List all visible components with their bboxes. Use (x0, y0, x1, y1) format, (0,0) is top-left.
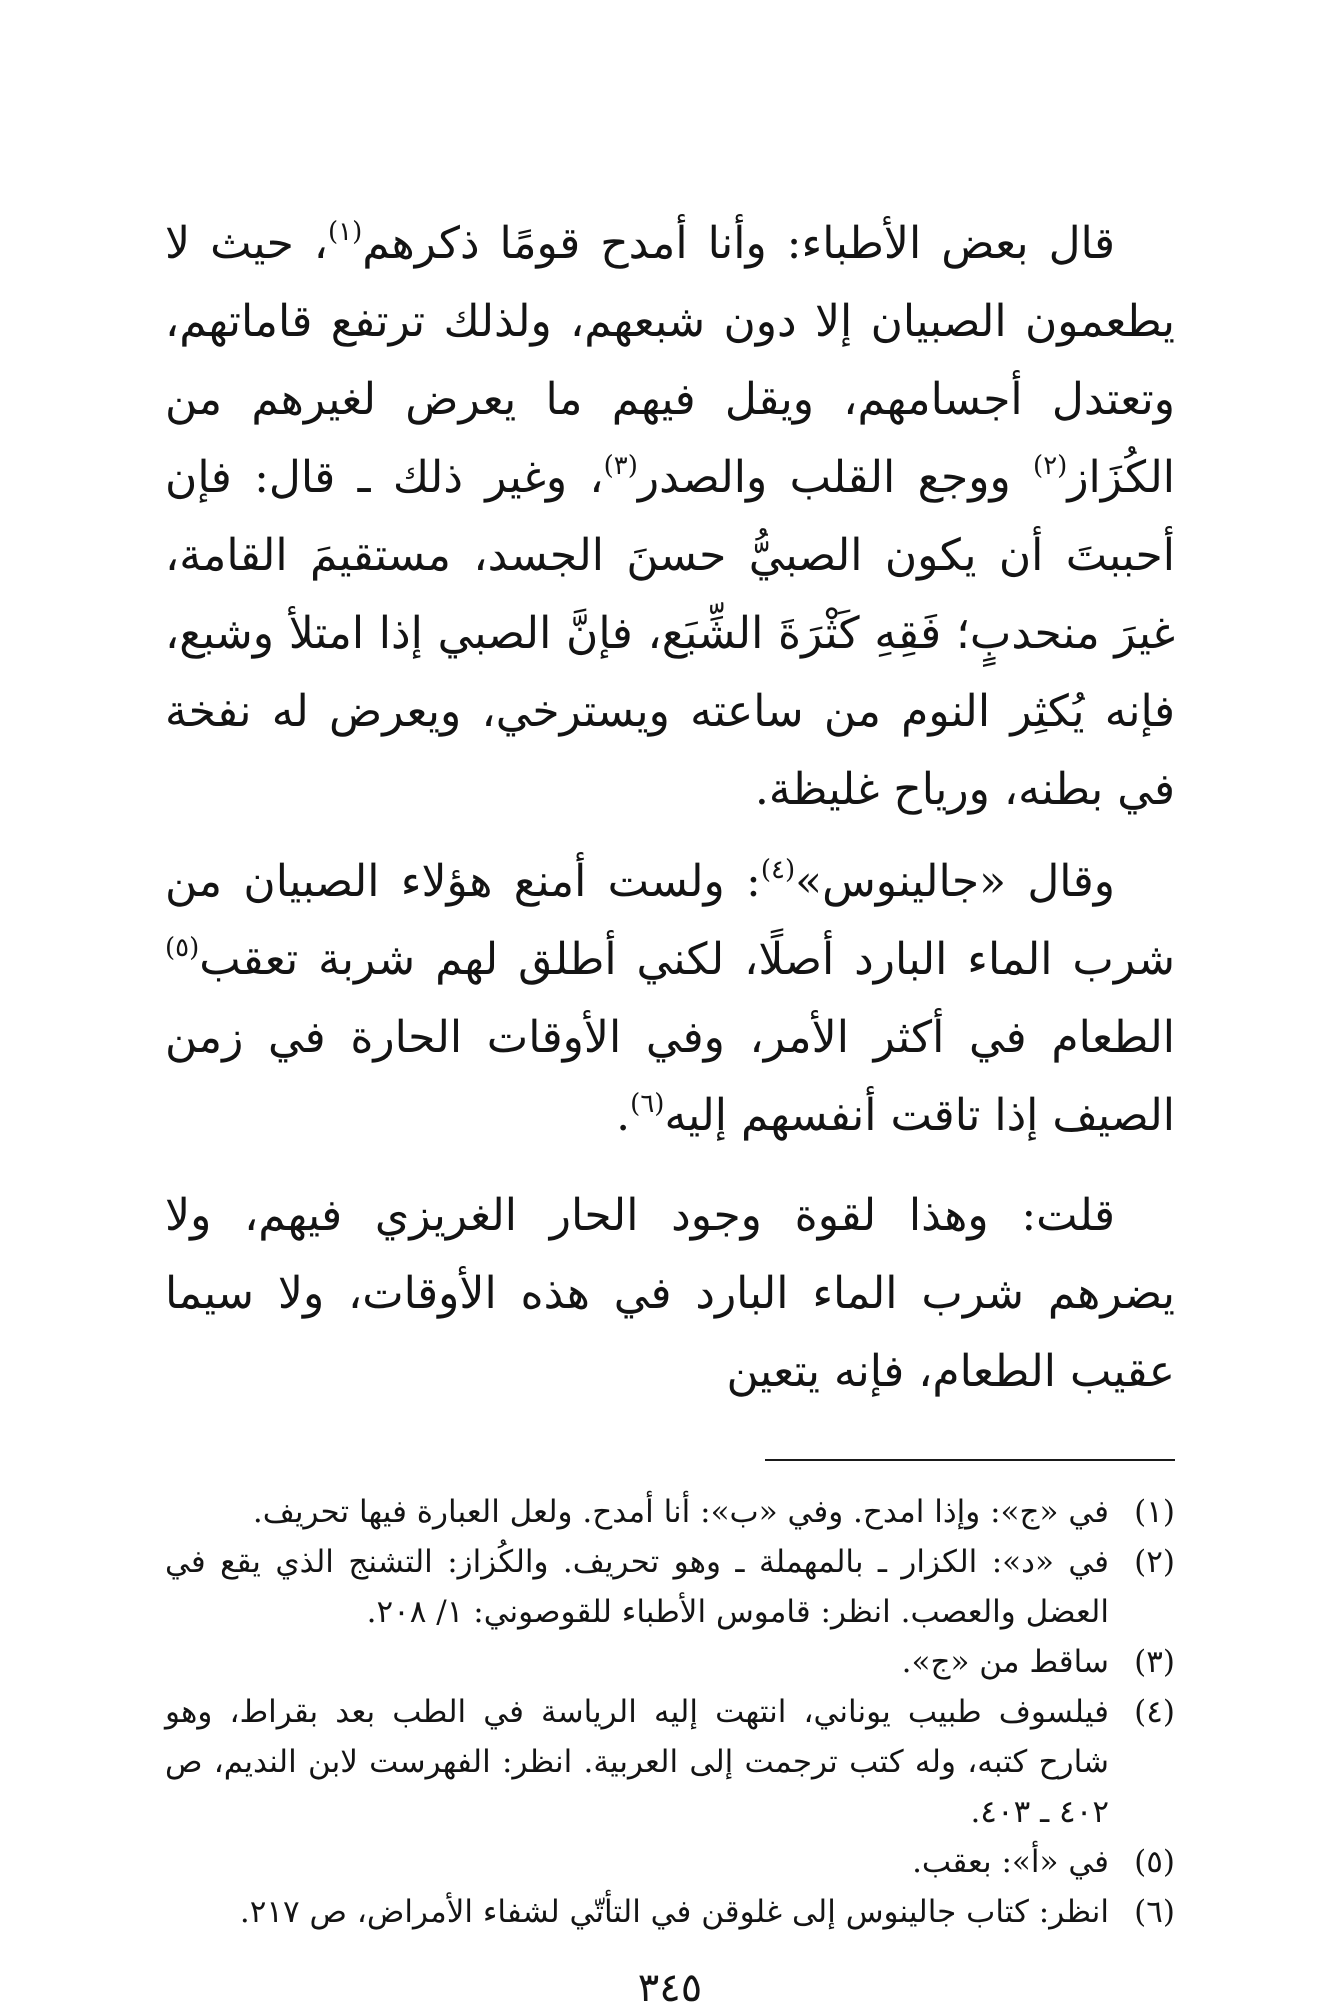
footnote-ref-1[interactable]: (١) (327, 217, 363, 247)
footnote-number: (١) (1134, 1494, 1175, 1530)
footnote-text: في «أ»: بعقب. (912, 1844, 1109, 1880)
footnote-number: (٤) (1134, 1694, 1175, 1730)
paragraph-1 (165, 205, 1175, 829)
footnote-text: في «د»: الكزار ـ بالمهملة ـ وهو تحريف. والكُزاز: التشنج الذي يقع في العضل والعصب. انظر: قاموس الأطباء للقوصوني: ١/ ٢٠٨. (165, 1544, 1109, 1630)
footnote-text: ساقط من «ج». (901, 1644, 1109, 1680)
paragraph-2-text-a: وقال «جالينوس» (795, 856, 1115, 907)
footnote-text: في «ج»: وإذا امدح. وفي «ب»: أنا أمدح. ولعل العبارة فيها تحريف. (252, 1494, 1109, 1530)
paragraph-1-text-d: ، وغير ذلك ـ قال: فإن أحببتَ أن يكون الصبيُّ حسنَ الجسد، مستقيمَ القامة، غيرَ منحدبٍ؛ فَقِهِ كَثْرَةَ الشِّبَع، فإنَّ الصبي إذا امتلأ وشبع، فإنه يُكثِر النوم من ساعته ويسترخي، ويعرض له نفخة في بطنه، ورياح غليظة. (165, 452, 1175, 815)
footnote-3 (165, 1637, 1175, 1687)
footnote-number: (٥) (1134, 1844, 1175, 1880)
page-number: ٣٤٥ (637, 1965, 703, 2011)
footnote-2 (165, 1537, 1175, 1637)
paragraph-2-text-b: : ولست أمنع هؤلاء الصبيان من شرب الماء البارد أصلًا، لكني أطلق لهم شربة تعقب (165, 856, 1175, 985)
footnote-ref-4[interactable]: (٤) (760, 855, 796, 885)
footnote-ref-2[interactable]: (٢) (1033, 451, 1068, 481)
book-page (165, 205, 1175, 2011)
paragraph-1-text-b: ، حيث لا يطعمون الصبيان إلا دون شبعهم، ولذلك ترتفع قاماتهم، وتعتدل أجسامهم، ويقل فيهم ما يعرض لغيرهم من الكُزَاز (165, 218, 1175, 503)
footnote-number: (٢) (1134, 1544, 1175, 1580)
paragraph-1-text-a: قال بعض الأطباء: وأنا أمدح قومًا ذكرهم (362, 218, 1115, 269)
footnote-number: (٦) (1134, 1894, 1175, 1930)
footnote-4 (165, 1687, 1175, 1837)
footnote-ref-6[interactable]: (٦) (630, 1089, 665, 1119)
footnote-ref-3[interactable]: (٣) (603, 451, 638, 481)
footnote-divider (765, 1459, 1175, 1461)
footnote-ref-5[interactable]: (٥) (165, 933, 200, 963)
footnotes (165, 1487, 1175, 1937)
main-text (165, 205, 1175, 1411)
paragraph-1-text-c: ووجع القلب والصدر (637, 452, 1034, 503)
paragraph-2-text-d: . (616, 1090, 631, 1141)
footnote-1 (165, 1487, 1175, 1537)
paragraph-2 (165, 843, 1175, 1155)
paragraph-3: قلت: وهذا لقوة وجود الحار الغريزي فيهم، ولا يضرهم شرب الماء البارد في هذه الأوقات، ولا سيما عقيب الطعام، فإنه يتعين (165, 1190, 1175, 1397)
footnote-text: انظر: كتاب جالينوس إلى غلوقن في التأتّي لشفاء الأمراض، ص ٢١٧. (239, 1894, 1109, 1930)
footnote-6 (165, 1887, 1175, 1937)
paragraph-2-text-c: الطعام في أكثر الأمر، وفي الأوقات الحارة في زمن الصيف إذا تاقت أنفسهم إليه (165, 1012, 1175, 1141)
footnote-text: فيلسوف طبيب يوناني، انتهت إليه الرياسة في الطب بعد بقراط، وهو شارح كتبه، وله كتب ترجمت إلى العربية. انظر: الفهرست لابن النديم، ص ٤٠٢ ـ ٤٠٣. (165, 1694, 1109, 1830)
footnote-5 (165, 1837, 1175, 1887)
footnote-number: (٣) (1134, 1644, 1175, 1680)
